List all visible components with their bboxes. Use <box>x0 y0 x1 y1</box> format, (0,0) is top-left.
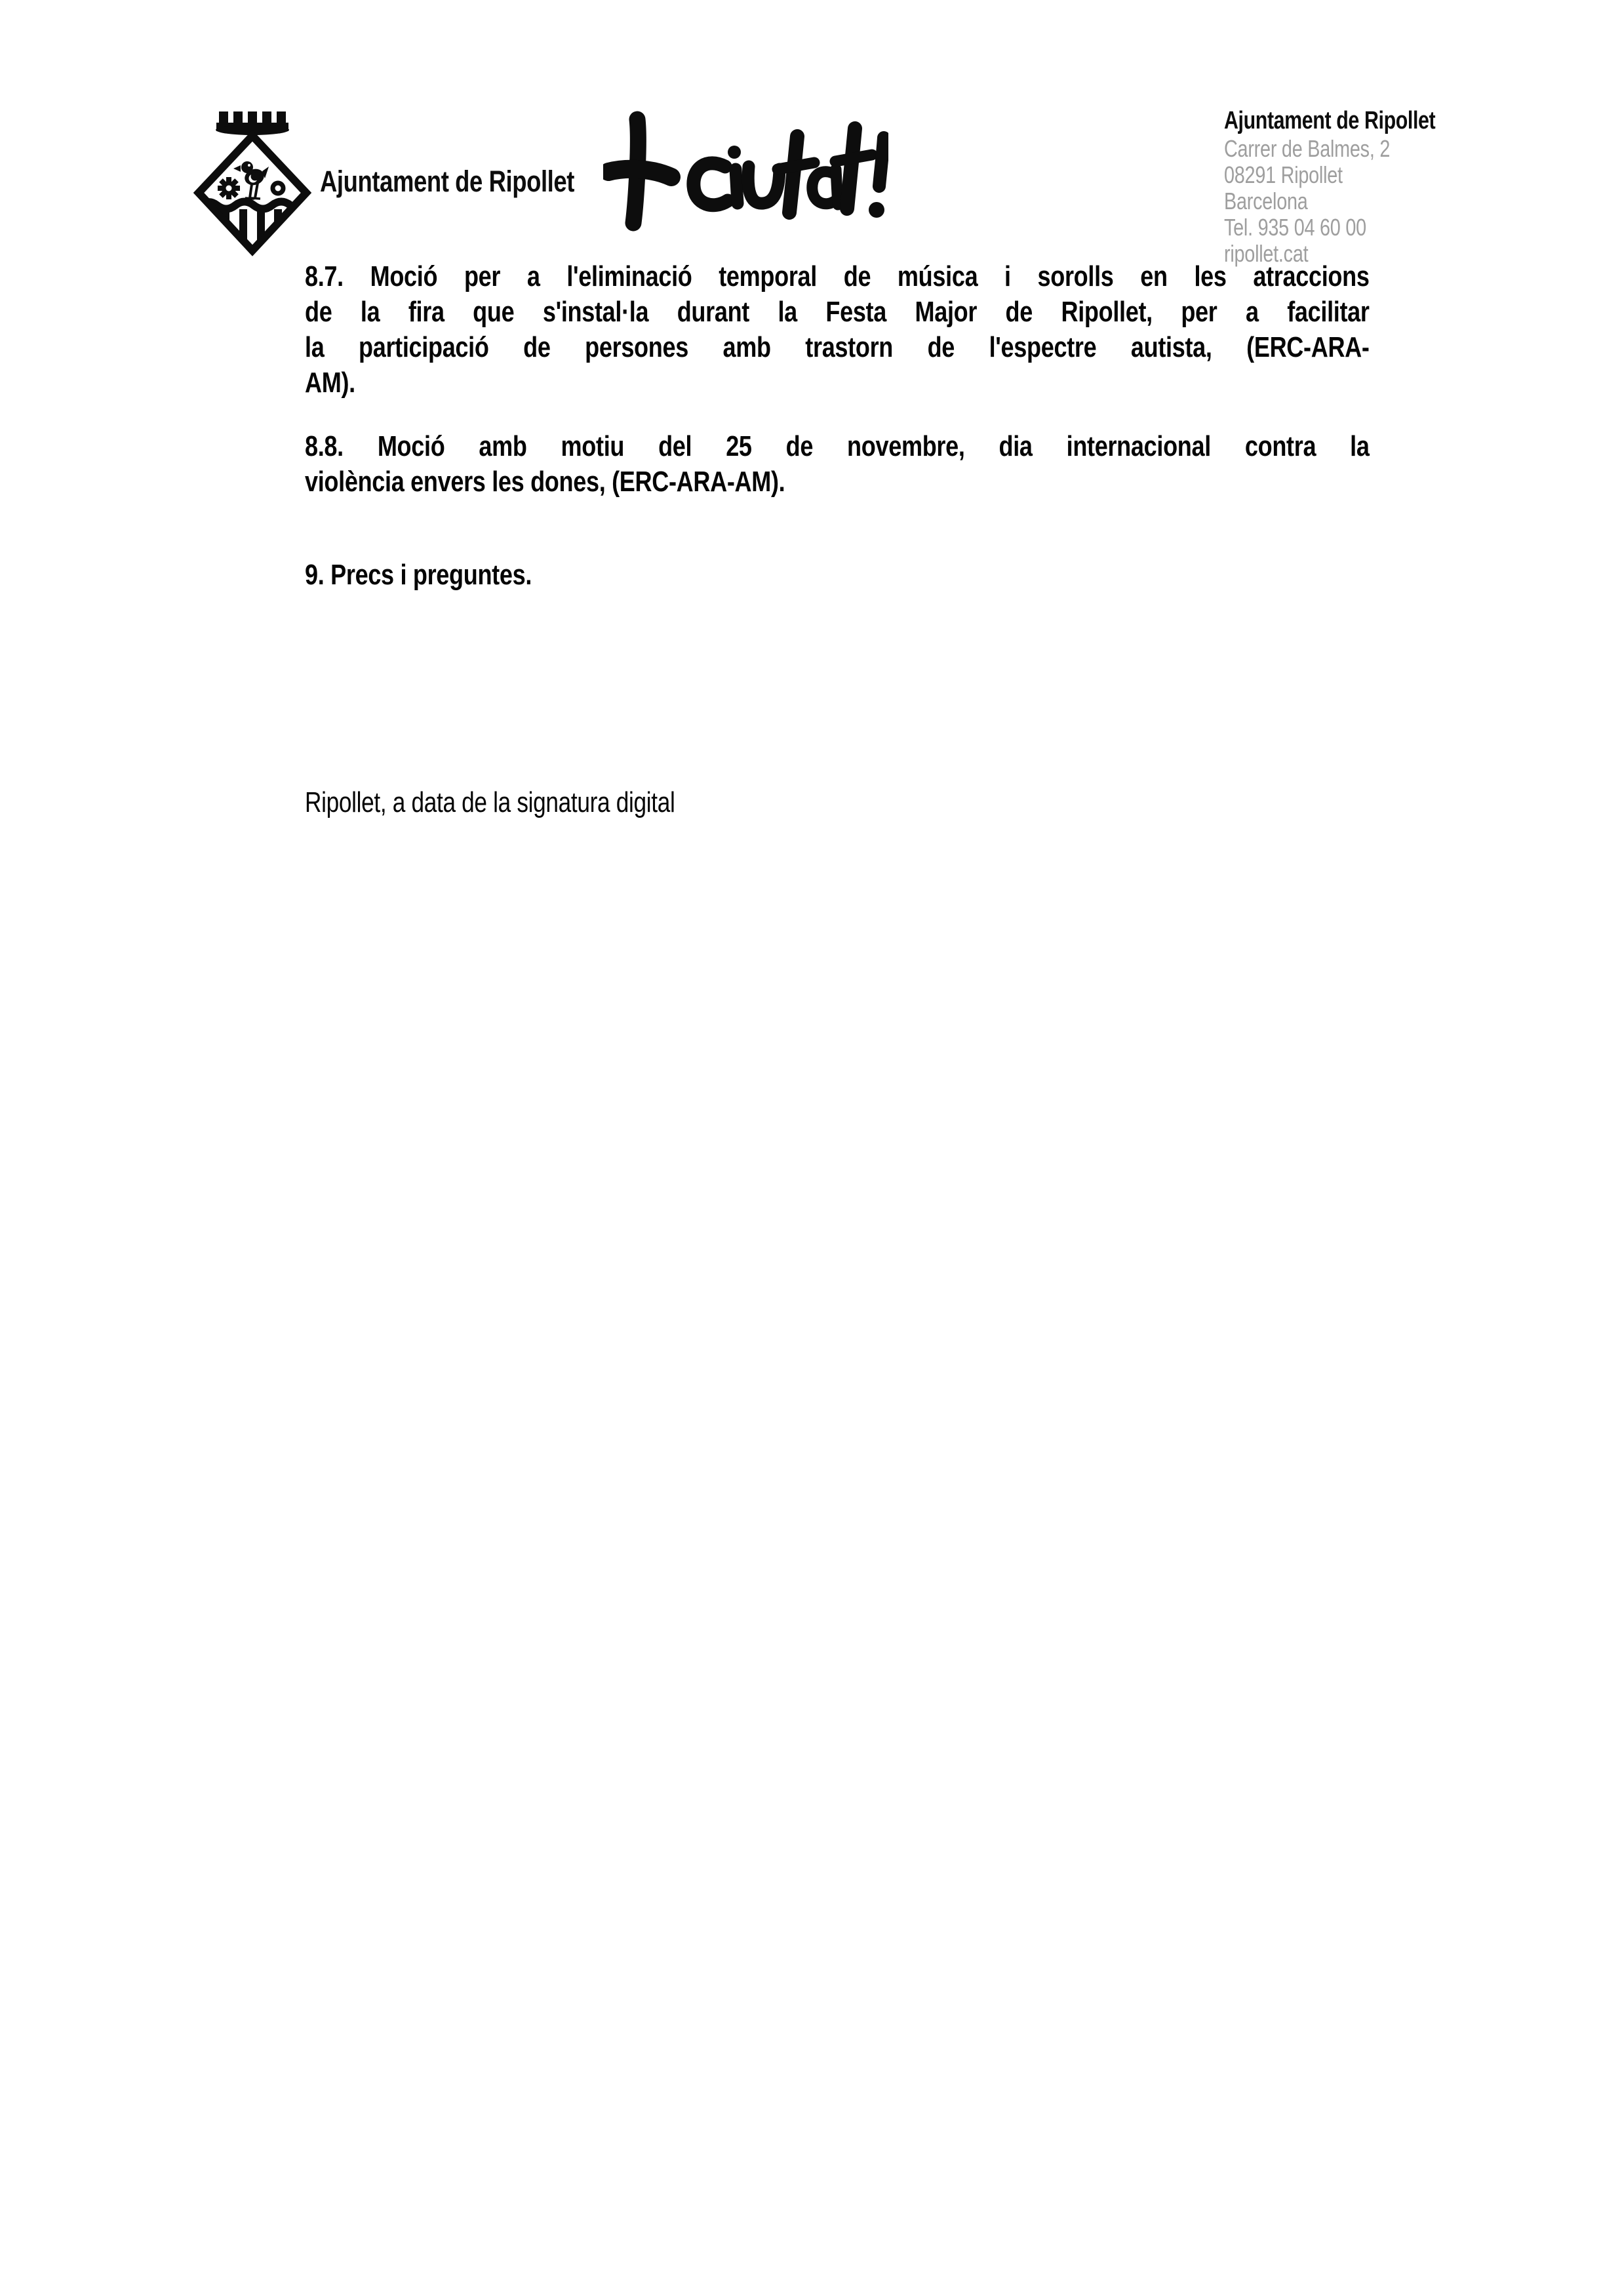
plus-stroke <box>608 169 671 177</box>
gear-icon <box>218 177 240 199</box>
ciutat-logo <box>603 104 888 232</box>
letter-t-bar <box>778 163 814 169</box>
agenda-item-8-7-line: AM). <box>305 367 355 399</box>
letter-c <box>694 163 728 205</box>
address-street: Carrer de Balmes, 2 <box>1224 135 1391 162</box>
exclamation-dot <box>869 202 884 218</box>
exclamation-stroke <box>879 138 884 186</box>
agenda-item-9: 9. Precs i preguntes. <box>305 559 532 591</box>
address-phone: Tel. 935 04 60 00 <box>1224 214 1366 241</box>
agenda-item-8-7 <box>305 259 1370 401</box>
address-postal-city: 08291 Ripollet <box>1224 161 1343 188</box>
letter-t <box>847 129 855 209</box>
agenda-item-8-8 <box>305 429 1370 500</box>
agenda-item-8-8-line: 8.8. Moció amb motiu del 25 de novembre, dia internacional contra la <box>305 430 1370 462</box>
org-name: Ajuntament de Ripollet <box>320 165 575 198</box>
ripollet-coat-of-arms-logo <box>193 104 312 261</box>
shield-diamond <box>199 136 306 251</box>
agenda-item-8-8-line: violència envers les dones, (ERC-ARA-AM). <box>305 466 785 498</box>
agenda-item-8-7-line: 8.7. Moció per a l'eliminació temporal de música i sorolls en les atraccions <box>305 260 1370 292</box>
letter-t <box>789 136 797 212</box>
address-website: ripollet.cat <box>1224 240 1309 267</box>
address-block <box>1224 106 1435 267</box>
letter-a-stem <box>836 169 838 205</box>
letter-i-dot <box>728 146 741 159</box>
closing-line: Ripollet, a data de la signatura digital <box>305 786 675 818</box>
agenda-item-8-7-line: la participació de persones amb trastorn de l'espectre autista, (ERC-ARA- <box>305 331 1370 363</box>
address-province: Barcelona <box>1224 188 1308 214</box>
letter-t-bar <box>835 155 872 161</box>
letter-i <box>736 169 738 203</box>
agenda-item-8-7-line: de la fira que s'instal·la durant la Festa Major de Ripollet, per a facilitar <box>305 296 1370 328</box>
address-org-name: Ajuntament de Ripollet <box>1224 107 1436 134</box>
